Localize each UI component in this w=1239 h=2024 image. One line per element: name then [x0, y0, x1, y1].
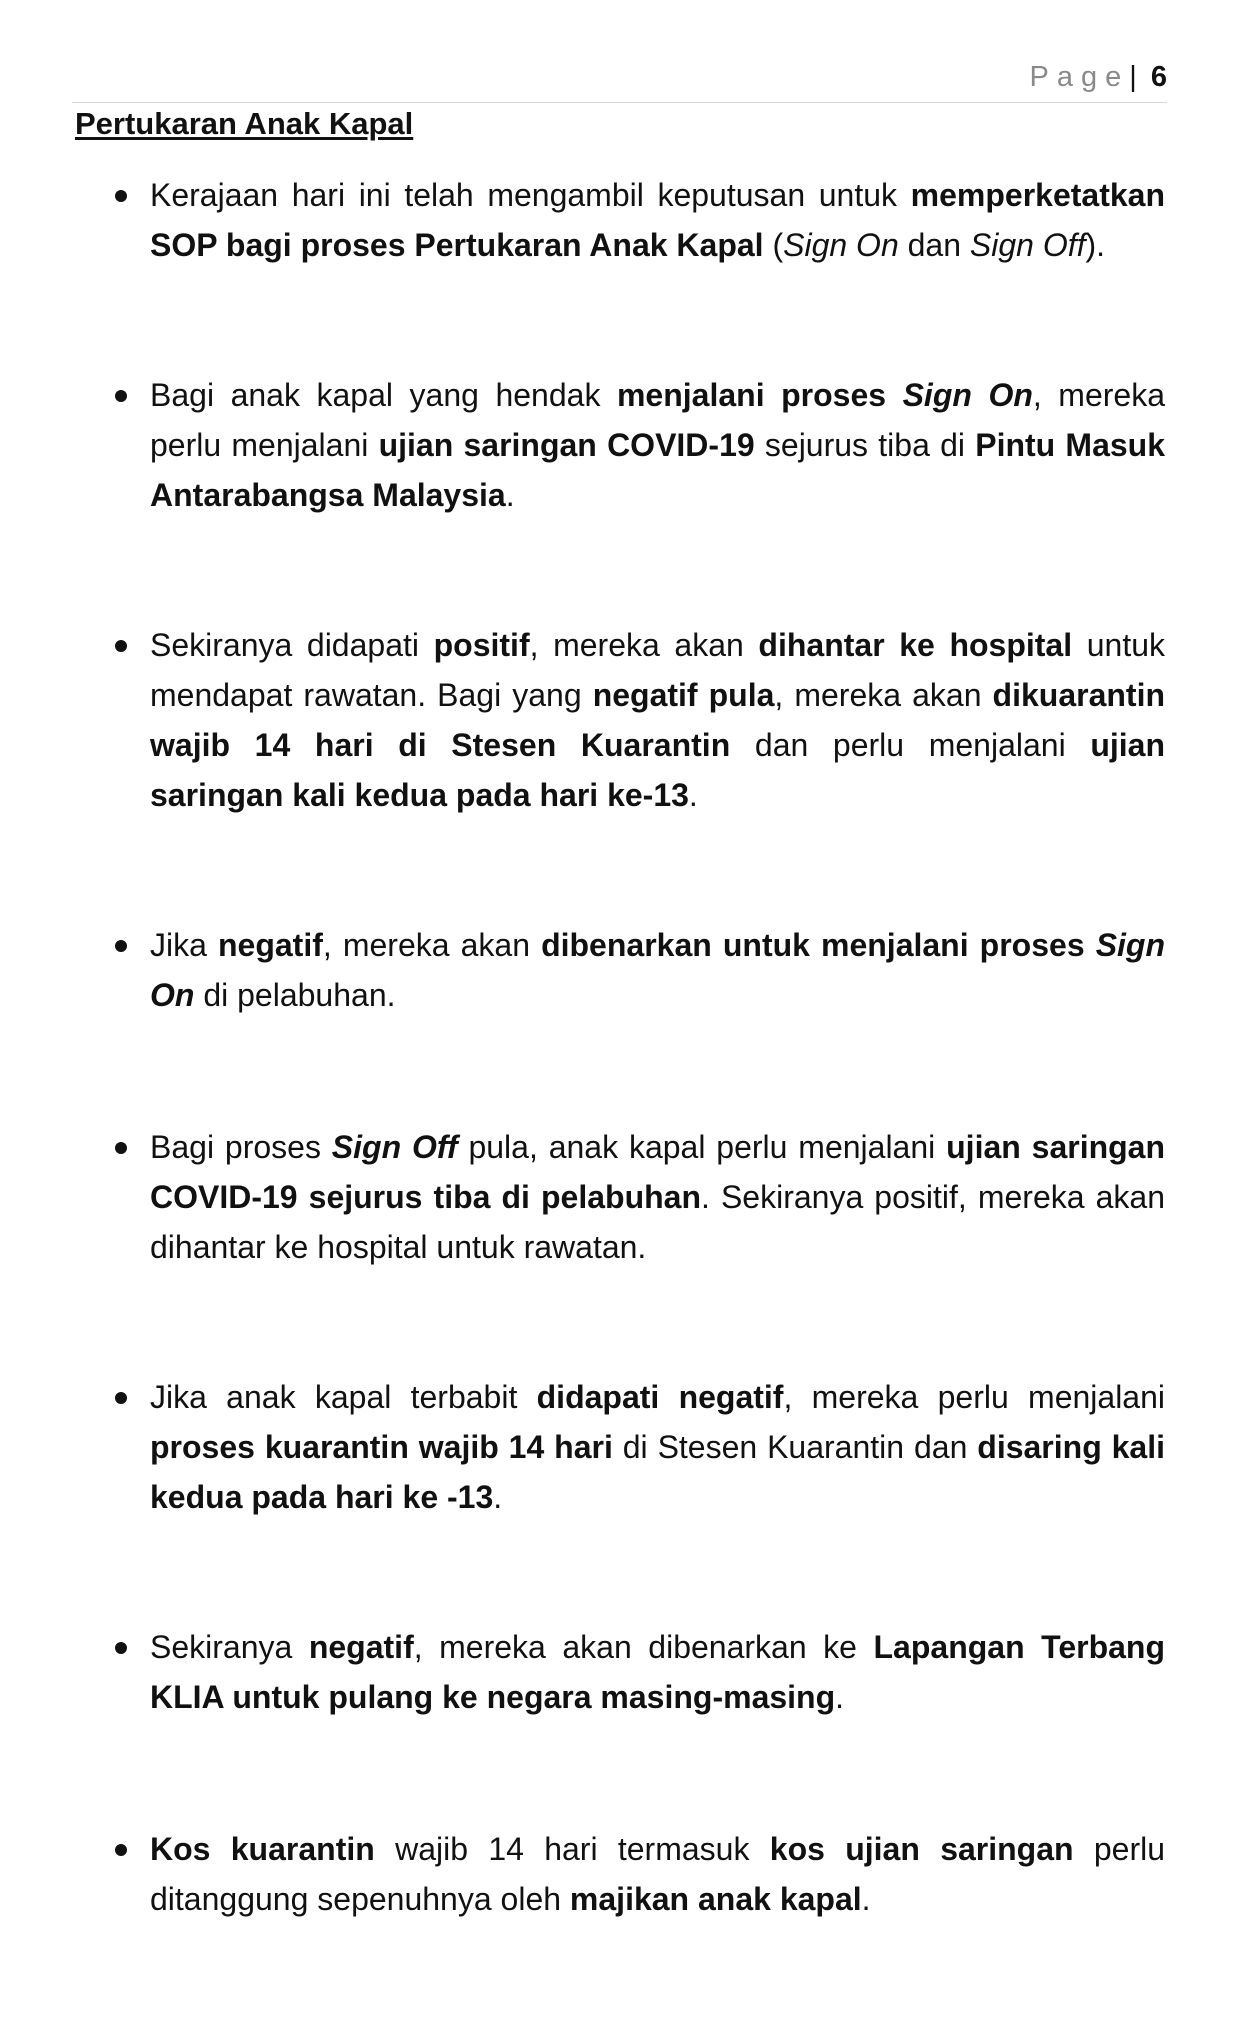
bullet-text-run: memperketatkan SOP bagi proses Pertukaran Anak Kapal — [150, 177, 1165, 263]
bullet-text-run: sejurus tiba di — [754, 427, 976, 463]
bullet-item — [150, 920, 1165, 1020]
bullet-text-run: dibenarkan untuk menjalani proses — [541, 927, 1096, 963]
bullet-text-run: proses kuarantin wajib 14 hari — [150, 1429, 613, 1465]
bullet-item — [150, 1122, 1165, 1272]
bullet-text-run: kos ujian saringan — [769, 1831, 1074, 1867]
section-title: Pertukaran Anak Kapal — [75, 106, 414, 141]
bullet-text-run: . Sekiranya positif, mereka akan dihantar ke hospital untuk rawatan. — [150, 1179, 1165, 1265]
bullet-text-run: . — [688, 777, 698, 813]
bullet-item — [150, 1372, 1165, 1522]
bullet-text-run: dan perlu menjalani — [730, 727, 1091, 763]
page-separator: | — [1129, 61, 1137, 93]
bullet-text-run: , mereka akan — [774, 677, 993, 713]
page-number-label — [1030, 60, 1167, 94]
bullet-item — [150, 170, 1165, 270]
bullet-text-run: Kos kuarantin — [150, 1831, 375, 1867]
bullet-text-run: ujian saringan kali kedua pada hari ke-13 — [150, 727, 1166, 813]
bullet-text-run: , mereka akan — [529, 627, 759, 663]
bullet-item — [150, 1622, 1165, 1722]
bullet-text-run: . — [493, 1479, 503, 1515]
bullet-text-run: ). — [1085, 227, 1106, 263]
bullet-text-run: di pelabuhan. — [194, 977, 396, 1013]
bullet-text-run: . — [861, 1881, 871, 1917]
bullet-text-run: ujian saringan COVID-19 — [378, 427, 755, 463]
bullet-text-run: pula, anak kapal perlu menjalani — [457, 1129, 947, 1165]
bullet-text-run: Bagi anak kapal yang hendak — [150, 377, 617, 413]
bullet-text-run: untuk mendapat rawatan. Bagi yang — [150, 627, 1166, 713]
bullet-text-run: Sign On — [902, 377, 1033, 413]
bullet-text-run: Pintu Masuk Antarabangsa Malaysia — [150, 427, 1166, 513]
bullet-text-run: . — [835, 1679, 845, 1715]
bullet-text-run: Lapangan Terbang KLIA untuk pulang ke negara masing-masing — [150, 1629, 1166, 1715]
bullet-text-run: Sign Off — [331, 1129, 458, 1165]
bullet-list — [150, 170, 1165, 2024]
bullet-text-run: negatif — [308, 1629, 414, 1665]
bullet-text-run: positif — [433, 627, 530, 663]
bullet-text-run: Kerajaan hari ini telah mengambil keputusan untuk — [150, 177, 911, 213]
bullet-text-run: disaring kali kedua pada hari ke -13 — [150, 1429, 1166, 1515]
bullet-text-run: , mereka perlu menjalani — [150, 377, 1165, 463]
page-header — [72, 58, 1167, 103]
bullet-text-run: , mereka perlu menjalani — [783, 1379, 1166, 1415]
page-word: Page — [1029, 61, 1130, 93]
bullet-item — [150, 620, 1165, 820]
bullet-text-run: didapati negatif — [536, 1379, 784, 1415]
bullet-text-run: ( — [763, 227, 784, 263]
bullet-text-run: dikuarantin wajib 14 hari di Stesen Kuarantin — [150, 677, 1165, 763]
bullet-item — [150, 1824, 1165, 1924]
bullet-text-run: , mereka akan — [322, 927, 542, 963]
bullet-text-run: , mereka akan dibenarkan ke — [413, 1629, 874, 1665]
bullet-text-run: Sign On — [150, 927, 1166, 1013]
bullet-text-run: ujian saringan COVID-19 sejurus tiba di pelabuhan — [150, 1129, 1166, 1215]
bullet-text-run: negatif — [217, 927, 323, 963]
bullet-text-run: perlu ditanggung sepenuhnya oleh — [150, 1831, 1166, 1917]
bullet-text-run: Jika — [150, 927, 218, 963]
bullet-text-run: dan — [898, 227, 970, 263]
bullet-text-run: wajib 14 hari termasuk — [374, 1831, 770, 1867]
bullet-text-run: dihantar ke hospital — [758, 627, 1073, 663]
bullet-text-run: Sekiranya — [150, 1629, 309, 1665]
bullet-text-run: Bagi proses — [150, 1129, 332, 1165]
bullet-text-run: di Stesen Kuarantin dan — [612, 1429, 978, 1465]
bullet-item — [150, 370, 1165, 520]
page-number: 6 — [1150, 61, 1167, 93]
bullet-text-run: menjalani proses — [616, 377, 903, 413]
bullet-text-run: Sekiranya didapati — [150, 627, 434, 663]
bullet-text-run: majikan anak kapal — [569, 1881, 862, 1917]
bullet-text-run: Sign On — [783, 227, 899, 263]
bullet-text-run: negatif pula — [592, 677, 775, 713]
bullet-text-run: Sign Off — [969, 227, 1086, 263]
bullet-text-run: . — [505, 477, 515, 513]
bullet-text-run: Jika anak kapal terbabit — [150, 1379, 537, 1415]
